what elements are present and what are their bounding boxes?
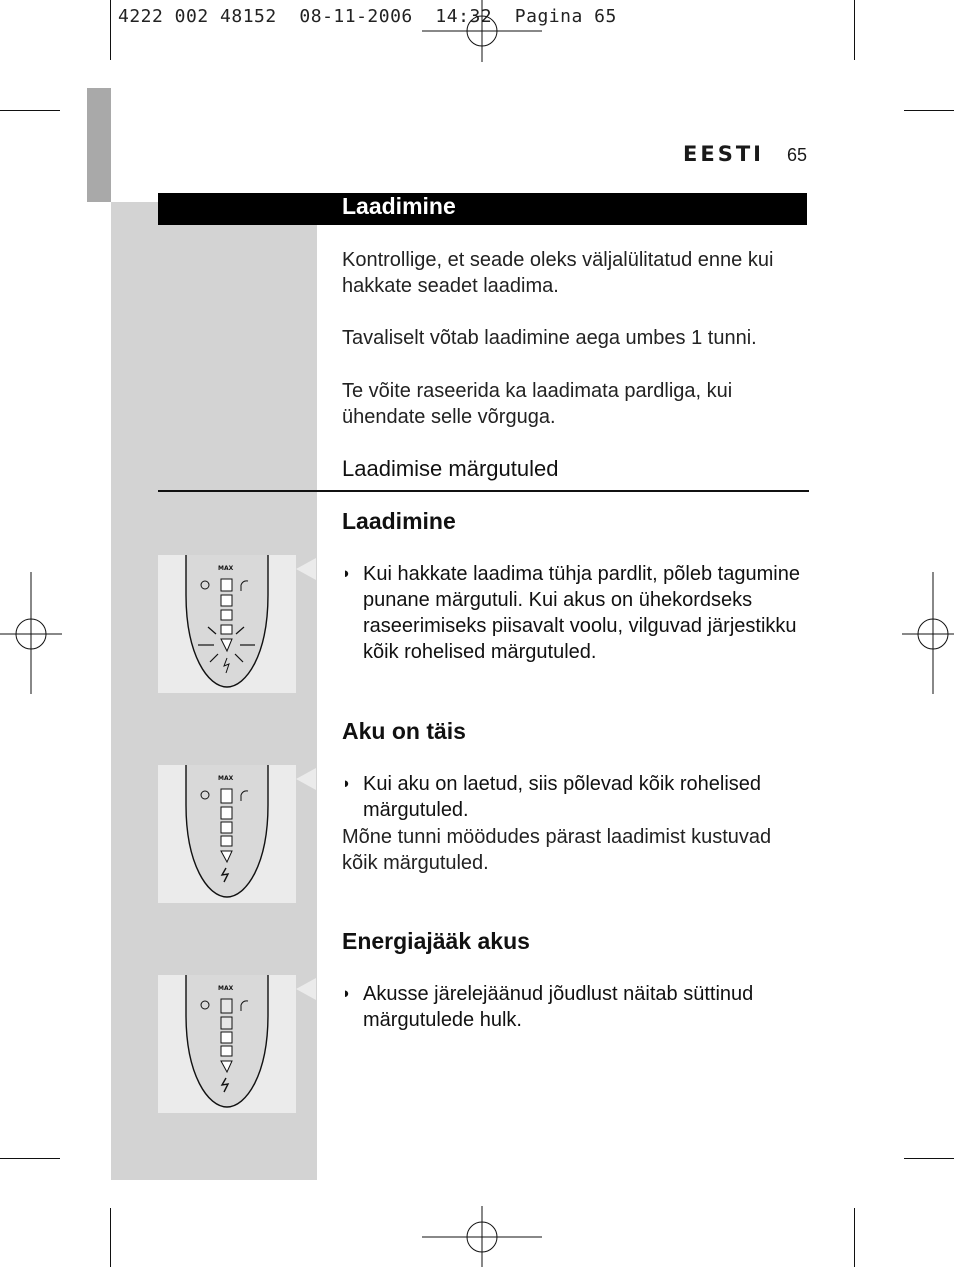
illustration-pointer [296,558,316,580]
illustration-pointer [296,978,316,1000]
bullet-battery-full-text: Kui aku on laetud, siis põlevad kõik rohelised märgutuled. [363,773,762,821]
divider-rule [158,490,809,492]
print-header: 4222 002 48152 08-11-2006 14:32 Pagina 65 [118,6,617,27]
max-label: MAX [218,985,234,992]
indicator-subtitle: Laadimise märgutuled [342,456,559,481]
heading-remaining-energy: Energiajääk akus [342,928,530,954]
heading-battery-full: Aku on täis [342,718,466,744]
intro-paragraph-2: Tavaliselt võtab laadimine aega umbes 1 tunni. [342,327,757,349]
registration-mark-top [420,0,544,62]
language-side-tab [87,88,111,202]
intro-paragraph-1: Kontrollige, et seade oleks väljalülitatud enne kui hakkate seadet laadima. [342,249,774,297]
heading-charging: Laadimine [342,508,456,534]
max-label: MAX [218,775,234,782]
illustration-battery-full [158,765,296,903]
shaver-indicator-panel-icon [158,555,296,693]
illustration-remaining-energy [158,975,296,1113]
battery-full-note: Mõne tunni möödudes pärast laadimist kustuvad kõik märgutuled. [342,826,772,874]
section-title: Laadimine [342,193,456,219]
language-label: EESTI [683,142,764,166]
bullet-charging-text: Kui hakkate laadima tühja pardlit, põleb tagumine punane märgutuli. Kui akus on ühekordseks raseerimiseks piisavalt voolu, vilguvad järjestikku kõik rohelised märgutuled. [363,563,800,663]
page-number: 65 [787,145,808,165]
max-label: MAX [218,565,234,572]
registration-mark-left [0,570,62,696]
bullet-charging [342,561,812,665]
intro-paragraph-3: Te võite raseerida ka laadimata pardliga, kui ühendate selle võrguga. [342,380,733,428]
registration-mark-right [902,570,954,696]
bullet-marker: ◗ [342,775,352,792]
shaver-indicator-panel-icon [158,975,296,1113]
section-title-bar [158,193,807,225]
illustration-pointer [296,768,316,790]
illustration-charging [158,555,296,693]
shaver-indicator-panel-icon [158,765,296,903]
bullet-marker: ◗ [342,565,352,582]
registration-mark-bottom [420,1206,544,1267]
bullet-remaining-energy [342,981,812,1033]
bullet-remaining-energy-text: Akusse järelejäänud jõudlust näitab süttinud märgutulede hulk. [363,983,754,1031]
bullet-battery-full [342,771,812,823]
bullet-marker: ◗ [342,985,352,1002]
